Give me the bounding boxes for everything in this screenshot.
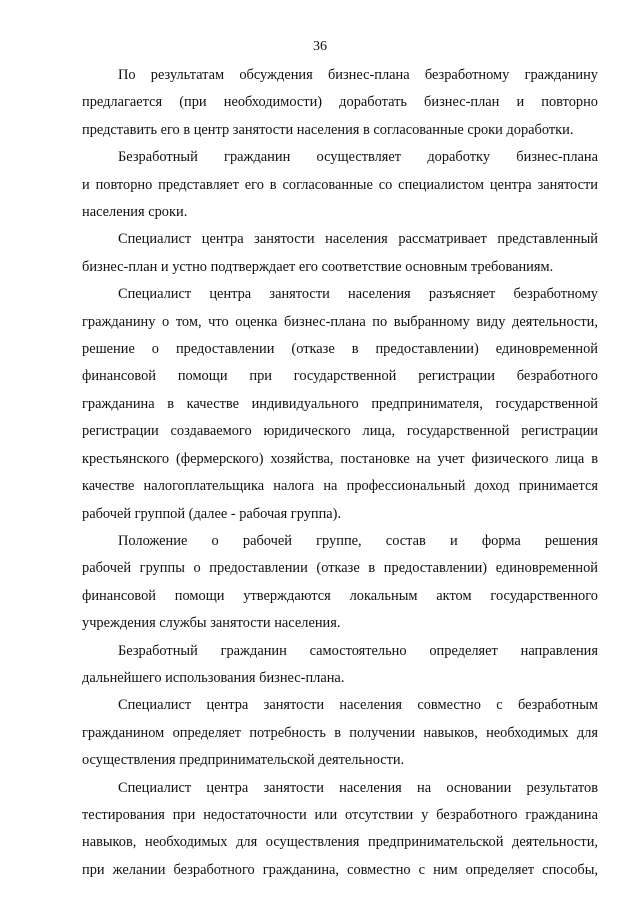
paragraph-8 — [82, 775, 598, 885]
paragraph-4 — [82, 281, 598, 528]
text-line: осуществления предпринимательской деятельности. — [82, 752, 405, 769]
text-line: бизнес-план и устно подтверждает его соответствие основным требованиям. — [82, 258, 554, 275]
paragraph-1 — [82, 62, 598, 144]
text-line: Безработный гражданин осуществляет доработку бизнес-плана — [118, 149, 598, 166]
text-line: навыков, необходимых для осуществления предпринимательской деятельности, — [82, 834, 598, 851]
text-line: решение о предоставлении (отказе в предоставлении) единовременной — [82, 341, 598, 358]
text-line: крестьянского (фермерского) хозяйства, постановке на учет физического лица в — [82, 450, 598, 467]
text-line: регистрации создаваемого юридического лица, государственной регистрации — [82, 423, 598, 440]
text-line: финансовой помощи утверждаются локальным актом государственного — [82, 587, 598, 604]
text-line: предлагается (при необходимости) доработать бизнес-план и повторно — [82, 94, 598, 111]
text-line: рабочей группой (далее - рабочая группа). — [82, 505, 342, 522]
paragraph-2 — [82, 144, 598, 226]
paragraph-7 — [82, 692, 598, 774]
text-line: Специалист центра занятости населения на основании результатов — [118, 779, 598, 796]
text-line: По результатам обсуждения бизнес-плана безработному гражданину — [118, 67, 598, 83]
text-line: представить его в центр занятости населения в согласованные сроки доработки. — [82, 121, 574, 138]
text-line: населения сроки. — [82, 204, 188, 221]
text-line: качестве налогоплательщика налога на профессиональный доход принимается — [82, 478, 598, 495]
paragraph-5 — [82, 528, 598, 638]
text-line: и повторно представляет его в согласованные со специалистом центра занятости — [82, 176, 598, 193]
text-line: гражданину о том, что оценка бизнес-плана по выбранному виду деятельности, — [82, 313, 598, 330]
text-line: Положение о рабочей группе, состав и форма решения — [118, 532, 598, 549]
document-body — [82, 62, 598, 884]
text-line: гражданина в качестве индивидуального предпринимателя, государственной — [82, 395, 598, 412]
text-line: гражданином определяет потребность в получении навыков, необходимых для — [82, 724, 598, 741]
text-line: Безработный гражданин самостоятельно определяет направления — [118, 642, 598, 659]
text-line: дальнейшего использования бизнес-плана. — [82, 669, 345, 686]
text-line: Специалист центра занятости населения рассматривает представленный — [118, 231, 598, 248]
text-line: учреждения службы занятости населения. — [82, 615, 341, 632]
page-number: 36 — [313, 39, 327, 54]
text-line: рабочей группы о предоставлении (отказе в предоставлении) единовременной — [82, 560, 598, 577]
paragraph-6 — [82, 638, 598, 693]
text-line: Специалист центра занятости населения совместно с безработным — [118, 697, 598, 714]
text-line: финансовой помощи при государственной регистрации безработного — [82, 368, 598, 385]
text-line: при желании безработного гражданина, совместно с ним определяет способы, — [82, 861, 598, 878]
text-line: тестирования при недостаточности или отсутствии у безработного гражданина — [82, 806, 598, 823]
paragraph-3 — [82, 226, 598, 281]
text-line: Специалист центра занятости населения разъясняет безработному — [118, 286, 598, 303]
